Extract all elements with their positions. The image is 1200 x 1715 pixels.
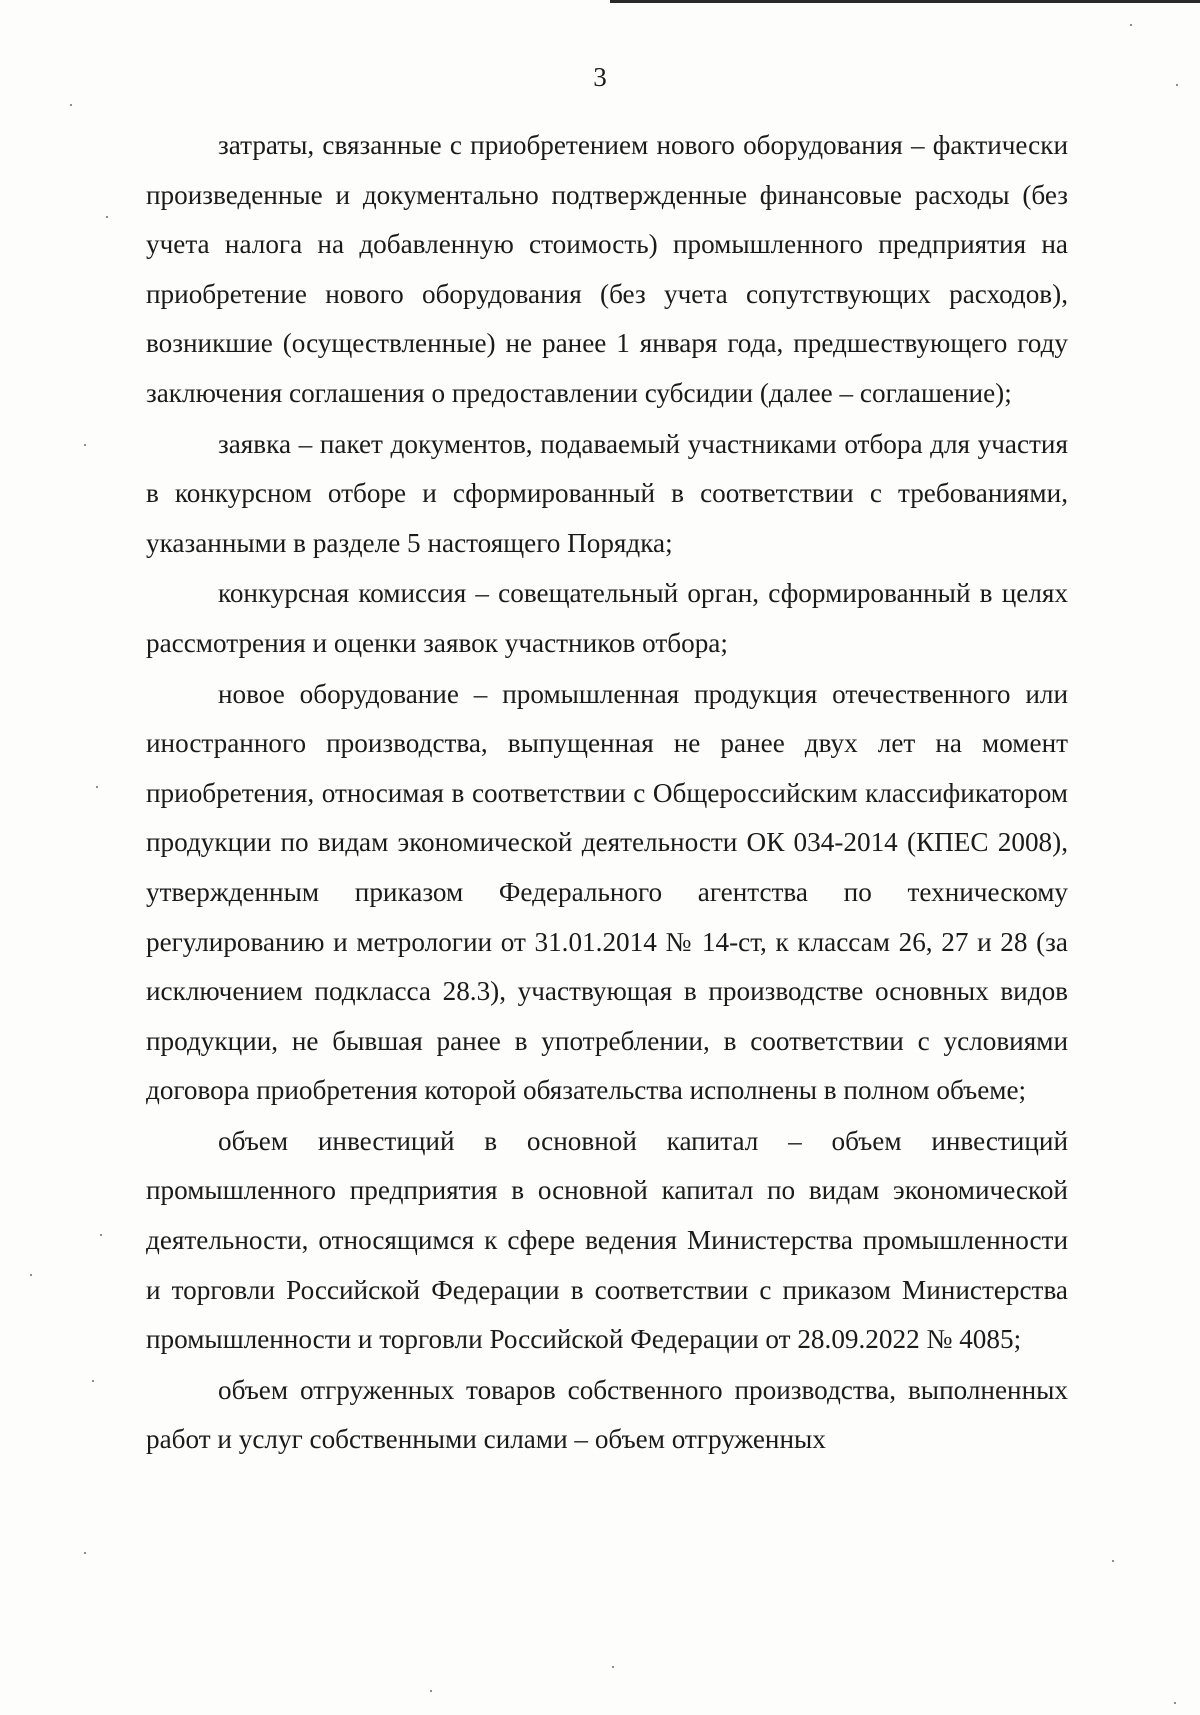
scan-speck [92, 1380, 94, 1382]
top-edge-rule [610, 0, 1200, 3]
scan-speck [612, 1666, 614, 1668]
scan-speck [430, 1690, 432, 1692]
paragraph-investment-volume: объем инвестиций в основной капитал – объем инвестиций промышленного предприятия в основной капитал по видам экономической деятельности, относящимся к сфере ведения Министерства промышленности и торговли Российской Федерации в соответствии с приказом Министерства промышленности и торговли Российской Федерации от 28.09.2022 № 4085; [146, 1125, 1068, 1355]
scan-speck [106, 216, 108, 218]
scan-speck [84, 444, 86, 446]
document-body [146, 121, 1068, 1465]
paragraph-new-equipment: новое оборудование – промышленная продукция отечественного или иностранного производства, выпущенная не ранее двух лет на момент приобретения, относимая в соответствии с Общероссийским классификатором продукции по видам экономической деятельности ОК 034-2014 (КПЕС 2008), утвержденным приказом Федерального агентства по техническому регулированию и метрологии от 31.01.2014 № 14-ст, к классам 26, 27 и 28 (за исключением подкласса 28.3), участвующая в производстве основных видов продукции, не бывшая ранее в употреблении, в соответствии с условиями договора приобретения которой обязательства исполнены в полном объеме; [146, 678, 1068, 1106]
paragraph-competition-commission: конкурсная комиссия – совещательный орган, сформированный в целях рассмотрения и оценки заявок участников отбора; [146, 578, 1068, 658]
scan-speck [1174, 1702, 1176, 1704]
paragraph-shipped-goods-volume: объем отгруженных товаров собственного производства, выполненных работ и услуг собственными силами – объем отгруженных [146, 1374, 1068, 1455]
scan-speck [1112, 1560, 1114, 1562]
scan-speck [1176, 84, 1178, 86]
page-number: 3 [593, 62, 607, 92]
scan-speck [84, 1552, 86, 1554]
paragraph-equipment-costs: затраты, связанные с приобретением нового оборудования – фактически произведенные и документально подтвержденные финансовые расходы (без учета налога на добавленную стоимость) промышленного предприятия на приобретение нового оборудования (без учета сопутствующих расходов), возникшие (осуществленные) не ранее 1 января года, предшествующего году заключения соглашения о предоставлении субсидии (далее – соглашение); [146, 130, 1068, 408]
scan-speck [30, 1274, 32, 1276]
paragraph-application: заявка – пакет документов, подаваемый участниками отбора для участия в конкурсном отборе и сформированный в соответствии с требованиями, указанными в разделе 5 настоящего Порядка; [146, 428, 1068, 558]
scan-speck [70, 104, 72, 106]
scan-speck [1130, 24, 1132, 26]
scan-speck [100, 1234, 102, 1236]
scan-speck [96, 786, 98, 788]
